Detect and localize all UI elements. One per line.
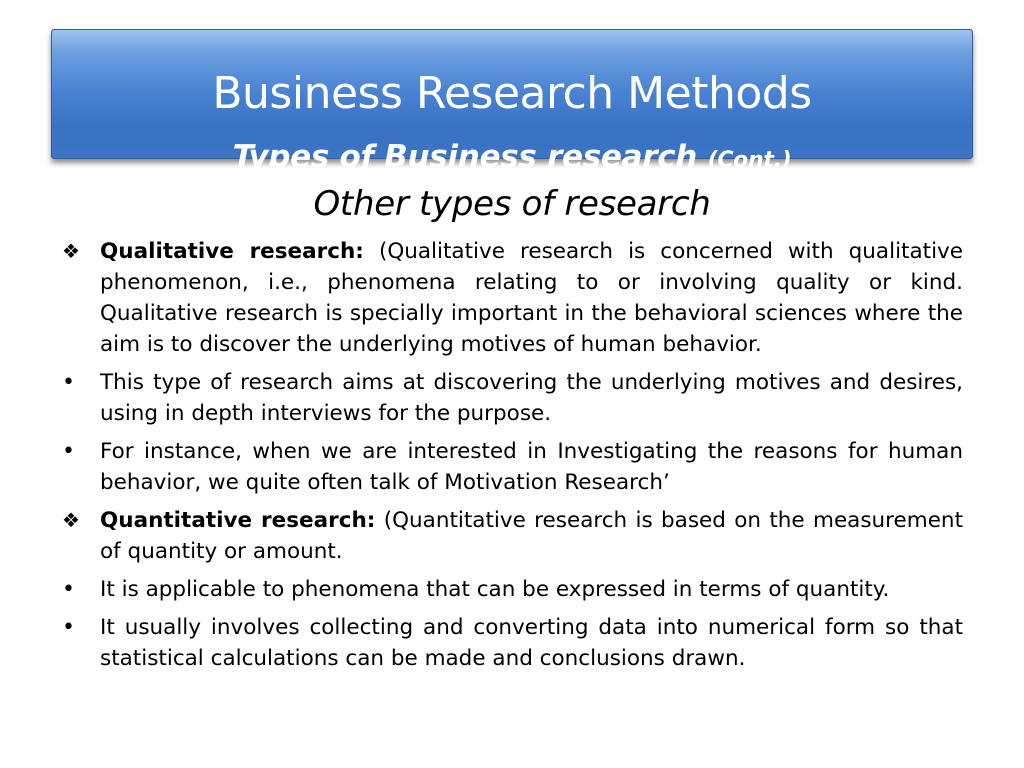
list-item — [60, 612, 963, 674]
list-item — [60, 505, 963, 567]
list-item — [60, 236, 963, 360]
dot-bullet-icon: • — [62, 577, 75, 602]
list-item — [60, 367, 963, 429]
item-text: For instance, when we are interested in Investigating the reasons for human behavior, we quite often talk of Motivation Research’ — [100, 439, 963, 495]
slide-title: Business Research Methods — [212, 68, 812, 119]
list-item — [60, 574, 963, 605]
item-lead: Quantitative research: — [100, 508, 376, 533]
item-lead: Qualitative research: — [100, 239, 364, 264]
diamond-bullet-icon: ❖ — [62, 508, 80, 532]
list-item — [60, 436, 963, 498]
bullet-list — [60, 236, 963, 681]
slide-subtitle-text: Types of Business research — [232, 139, 698, 175]
dot-bullet-icon: • — [62, 439, 75, 464]
item-text: (Quantitative research is based on the measurement of quantity or amount. — [100, 508, 963, 564]
diamond-bullet-icon: ❖ — [62, 239, 80, 263]
dot-bullet-icon: • — [62, 370, 75, 395]
title-banner — [51, 29, 973, 175]
item-text: It usually involves collecting and converting data into numerical form so that statistical calculations can be made and conclusions drawn. — [100, 615, 963, 671]
item-text: This type of research aims at discovering the underlying motives and desires, using in depth interviews for the purpose. — [100, 370, 963, 426]
item-text: (Qualitative research is concerned with qualitative phenomenon, i.e., phenomena relating to or involving quality or kind. Qualitative research is specially important in the behavioral sciences where the aim is to discover the underlying motives of human behavior. — [100, 239, 963, 357]
slide-subtitle-suffix: (Cont.) — [707, 148, 792, 173]
section-heading: Other types of research — [313, 184, 711, 224]
dot-bullet-icon: • — [62, 615, 75, 640]
item-text: It is applicable to phenomena that can be expressed in terms of quantity. — [100, 577, 890, 602]
slide-subtitle — [52, 139, 972, 175]
